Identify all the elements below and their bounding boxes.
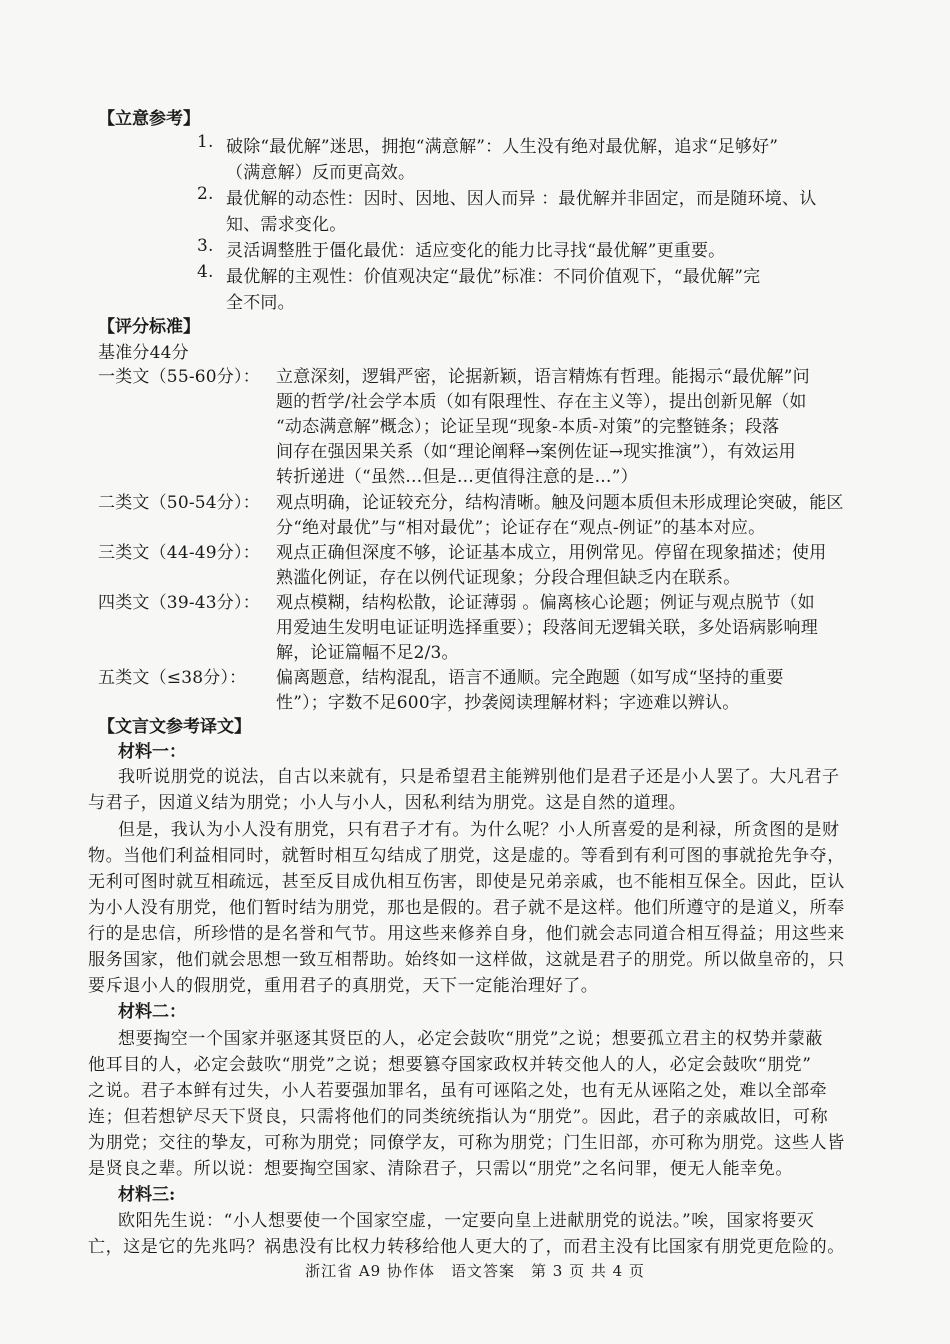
material-1-line: 无利可图时就互相疏远，甚至反目成仇相互伤害，即使是兄弟亲戚，也不能相互保全。因此，臣认	[88, 872, 845, 892]
item-1-line: 破除“最优解”迷思，拥抱“满意解”：人生没有绝对最优解，追求“足够好”	[226, 137, 779, 157]
item-4-num: 4.	[197, 262, 214, 282]
item-1-line: （满意解）反而更高效。	[226, 163, 416, 183]
grade-5-label: 五类文（≤38分）：	[98, 668, 247, 688]
material-1-title: 材料一：	[118, 742, 186, 762]
page-footer: 浙江省 A9 协作体 语文答案 第 3 页 共 4 页	[305, 1262, 645, 1280]
grade-4-line: 解，论证篇幅不足2/3。	[276, 643, 459, 663]
material-2-line: 连；但若想铲尽天下贤良，只需将他们的同类统统指认为“朋党”。因此，君子的亲戚故旧，可称	[88, 1107, 829, 1127]
material-1-line: 我听说朋党的说法，自古以来就有，只是希望君主能辨别他们是君子还是小人罢了。大凡君子	[118, 767, 840, 787]
grade-1-line: 立意深刻，逻辑严密，论据新颖，语言精炼有哲理。能揭示“最优解”问	[276, 367, 810, 387]
item-1-num: 1.	[197, 132, 214, 152]
grade-1-line: “动态满意解”概念）；论证呈现“现象-本质-对策”的完整链条；段落	[276, 417, 780, 437]
heading-wenyan: 【文言文参考译文】	[98, 717, 251, 737]
item-2-line: 最优解的动态性：因时、因地、因人而异 ：最优解并非固定，而是随环境、认	[226, 189, 817, 209]
grade-2-line: 观点明确，论证较充分，结构清晰。触及问题本质但未形成理论突破，能区	[276, 493, 844, 513]
material-3-line: 亡，这是它的先兆吗？祸患没有比权力转移给他人更大的了，而君主没有比国家有朋党更危险的。	[88, 1237, 845, 1257]
material-3-line: 欧阳先生说：“小人想要使一个国家空虚，一定要向皇上进献朋党的说法。”唉，国家将要灭	[118, 1211, 815, 1231]
item-3-line: 灵活调整胜于僵化最优：适应变化的能力比寻找“最优解”更重要。	[226, 241, 726, 261]
grade-5-line: 性”）；字数不足600字，抄袭阅读理解材料；字迹难以辨认。	[276, 693, 740, 713]
grade-4-label: 四类文（39-43分）：	[98, 593, 260, 613]
material-2-line: 为朋党；交往的挚友，可称为朋党；同僚学友，可称为朋党；门生旧部，亦可称为朋党。这些人皆	[88, 1133, 845, 1153]
item-2-num: 2.	[197, 184, 214, 204]
material-1-line: 为小人没有朋党，他们暂时结为朋党，那也是假的。君子就不是这样。他们所遵守的是道义，所奉	[88, 898, 845, 918]
heading-pingfen: 【评分标准】	[98, 317, 200, 337]
material-3-title: 材料三:	[118, 1185, 176, 1205]
material-2-line: 之说。君子本鲜有过失，小人若要强加罪名，虽有可诬陷之处，也有无从诬陷之处，难以全部牵	[88, 1081, 828, 1101]
grade-1-line: 转折递进（“虽然…但是…更值得注意的是…”）	[276, 467, 638, 487]
item-4-line: 最优解的主观性：价值观决定“最优”标准：不同价值观下，“最优解”完	[226, 267, 761, 287]
item-2-line: 知、需求变化。	[226, 215, 347, 235]
material-2-line: 是贤良之辈。所以说：想要掏空国家、清除君子，只需以“朋党”之名问罪，便无人能幸免。	[88, 1159, 793, 1179]
grade-1-label: 一类文（55-60分）：	[98, 367, 260, 387]
grade-4-line: 用爱迪生发明电证证明选择重要）；段落间无逻辑关联，多处语病影响理	[276, 618, 818, 638]
material-1-line: 要斥退小人的假朋党，重用君子的真朋党，天下一定能治理好了。	[88, 976, 599, 996]
material-2-line: 他耳目的人，必定会鼓吹“朋党”之说；想要篡夺国家政权并转交他人的人，必定会鼓吹“朋党”	[88, 1055, 812, 1075]
grade-4-line: 观点模糊，结构松散，论证薄弱 。偏离核心论题；例证与观点脱节（如	[276, 593, 815, 613]
grade-2-line: 分“绝对最优”与“相对最优”；论证存在“观点-例证”的基本对应。	[276, 518, 766, 538]
grade-1-line: 间存在强因果关系（如“理论阐释→案例佐证→现实推演”），有效运用	[276, 442, 796, 462]
material-1-line: 但是，我认为小人没有朋党，只有君子才有。为什么呢？小人所喜爱的是利禄，所贪图的是财	[118, 820, 840, 840]
grade-3-line: 观点正确但深度不够，论证基本成立，用例常见。停留在现象描述；使用	[276, 543, 827, 563]
material-1-line: 与君子，因道义结为朋党；小人与小人，因私利结为朋党。这是自然的道理。	[88, 793, 687, 813]
material-2-title: 材料二：	[118, 1002, 186, 1022]
grade-3-line: 熟滥化例证，存在以例代证现象；分段合理但缺乏内在联系。	[276, 568, 741, 588]
grade-1-line: 题的哲学/社会学本质（如有限理性、存在主义等），提出创新见解（如	[276, 392, 807, 412]
material-1-line: 服务国家，他们就会思想一致互相帮助。始终如一这样做，这就是君子的朋党。所以做皇帝的，只	[88, 950, 845, 970]
material-2-line: 想要掏空一个国家并驱逐其贤臣的人，必定会鼓吹“朋党”之说；想要孤立君主的权势并蒙蔽	[118, 1029, 823, 1049]
grade-2-label: 二类文（50-54分）：	[98, 493, 260, 513]
heading-liyi: 【立意参考】	[98, 109, 200, 129]
material-1-line: 行的是忠信，所珍惜的是名誉和气节。用这些来修养自身，他们就会志同道合相互得益；用这些来	[88, 924, 845, 944]
base-score: 基准分44分	[98, 343, 189, 363]
grade-5-line: 偏离题意，结构混乱，语言不通顺。完全跑题（如写成“坚持的重要	[276, 668, 784, 688]
item-3-num: 3.	[197, 236, 214, 256]
grade-3-label: 三类文（44-49分）：	[98, 543, 260, 563]
material-1-line: 物。当他们利益相同时，就暂时相互勾结成了朋党，这是虚的。等看到有利可图的事就抢先争夺，	[88, 846, 845, 866]
item-4-line: 全不同。	[226, 293, 295, 313]
